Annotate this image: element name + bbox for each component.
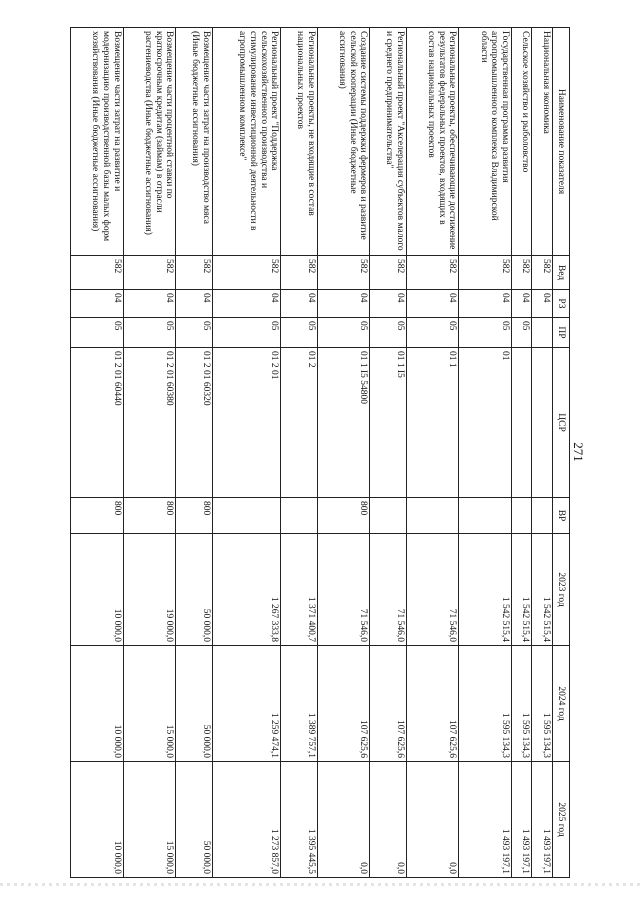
row-csr: 01 2 01 60380: [123, 348, 176, 498]
row-name: Региональные проекты, не входящие в состав национальных проектов: [281, 28, 318, 256]
row-2024: 1 259 474,1: [212, 646, 281, 762]
row-pr: 05: [370, 318, 407, 348]
row-rz: 04: [176, 290, 213, 318]
row-pr: 05: [511, 318, 532, 348]
row-2023: 1 371 400,7: [281, 534, 318, 646]
table-row: [459, 28, 512, 878]
row-csr: [511, 348, 532, 498]
row-2025: 1 493 197,1: [511, 762, 532, 878]
row-2025: 0,0: [406, 762, 459, 878]
row-vr: 800: [123, 498, 176, 534]
header-2023: 2023 год: [553, 534, 570, 646]
row-rz: 04: [511, 290, 532, 318]
row-2023: 1 267 333,8: [212, 534, 281, 646]
row-csr: 01: [459, 348, 512, 498]
row-2025: 1 395 445,5: [281, 762, 318, 878]
row-vr: [459, 498, 512, 534]
row-csr: 01 1 I5: [370, 348, 407, 498]
row-2025: 1 493 197,1: [532, 762, 553, 878]
row-rz: 04: [123, 290, 176, 318]
row-2023: 19 000,0: [123, 534, 176, 646]
row-pr: 05: [317, 318, 370, 348]
row-rz: 04: [459, 290, 512, 318]
row-ved: 582: [281, 256, 318, 290]
header-rz: РЗ: [553, 290, 570, 318]
row-rz: 04: [212, 290, 281, 318]
row-2025: 0,0: [317, 762, 370, 878]
table-row: [212, 28, 281, 878]
header-2024: 2024 год: [553, 646, 570, 762]
budget-table: [70, 27, 570, 878]
table-body: [71, 28, 553, 878]
row-name: Национальная экономика: [532, 28, 553, 256]
row-2025: 15 000,0: [123, 762, 176, 878]
row-csr: 01 2: [281, 348, 318, 498]
row-rz: 04: [370, 290, 407, 318]
row-ved: 582: [212, 256, 281, 290]
row-name: Региональные проекты, обеспечивающие достижение результатов федеральных проектов, входящих в состав национальных проектов: [406, 28, 459, 256]
table-row: [176, 28, 213, 878]
row-pr: 05: [123, 318, 176, 348]
row-2023: 1 542 515,4: [532, 534, 553, 646]
row-rz: 04: [71, 290, 124, 318]
row-2025: 0,0: [370, 762, 407, 878]
row-csr: [532, 348, 553, 498]
row-vr: 800: [71, 498, 124, 534]
row-name: Региональный проект "Поддержка сельскохозяйственного производства и стимулирование инвестиционной деятельности в агропромышленном комплексе": [212, 28, 281, 256]
row-pr: 05: [281, 318, 318, 348]
row-csr: 01 2 01: [212, 348, 281, 498]
row-2024: 1 389 757,1: [281, 646, 318, 762]
row-ved: 582: [370, 256, 407, 290]
row-csr: 01 1 I5 54800: [317, 348, 370, 498]
row-ved: 582: [317, 256, 370, 290]
row-pr: 05: [406, 318, 459, 348]
row-2025: 50 000,0: [176, 762, 213, 878]
rotated-page-content: [70, 27, 570, 877]
row-vr: [511, 498, 532, 534]
page-number: 271: [571, 442, 586, 462]
row-name: Региональный проект "Акселерация субъектов малого и среднего предпринимательства": [370, 28, 407, 256]
row-ved: 582: [176, 256, 213, 290]
row-2023: 1 542 515,4: [511, 534, 532, 646]
row-pr: 05: [459, 318, 512, 348]
row-name: Возмещение части затрат на развитие и модернизацию производственной базы малых форм хозяйствования (Иные бюджетные ассигнования): [71, 28, 124, 256]
row-2023: 71 546,0: [370, 534, 407, 646]
row-vr: [406, 498, 459, 534]
header-pr: ПР: [553, 318, 570, 348]
row-2023: 50 000,0: [176, 534, 213, 646]
header-csr: ЦСР: [553, 348, 570, 498]
row-2024: 1 595 134,3: [459, 646, 512, 762]
table-row: [71, 28, 124, 878]
row-name: Возмещение части затрат на производство мяса (Иные бюджетные ассигнования): [176, 28, 213, 256]
row-csr: 01 1: [406, 348, 459, 498]
row-vr: [212, 498, 281, 534]
row-ved: 582: [406, 256, 459, 290]
header-ved: Вед: [553, 256, 570, 290]
row-rz: 04: [281, 290, 318, 318]
row-ved: 582: [459, 256, 512, 290]
row-vr: 800: [176, 498, 213, 534]
table-row: [281, 28, 318, 878]
row-2024: 107 625,6: [370, 646, 407, 762]
table-row: [123, 28, 176, 878]
row-ved: 582: [123, 256, 176, 290]
row-2023: 71 546,0: [406, 534, 459, 646]
row-name: Возмещение части процентной ставки по краткосрочным кредитам (займам) в отрасли растениеводства (Иные бюджетные ассигнования): [123, 28, 176, 256]
row-2024: 1 595 134,3: [532, 646, 553, 762]
header-vr: ВР: [553, 498, 570, 534]
header-2025: 2025 год: [553, 762, 570, 878]
table-header-row: [553, 28, 570, 878]
row-2025: 10 000,0: [71, 762, 124, 878]
table-row: [370, 28, 407, 878]
row-2024: 107 625,6: [317, 646, 370, 762]
row-2025: 1 493 197,1: [459, 762, 512, 878]
row-rz: 04: [532, 290, 553, 318]
row-csr: 01 2 01 60320: [176, 348, 213, 498]
row-rz: 04: [317, 290, 370, 318]
row-ved: 582: [532, 256, 553, 290]
scan-noise: [0, 883, 640, 886]
row-ved: 582: [71, 256, 124, 290]
row-vr: [281, 498, 318, 534]
row-pr: 05: [71, 318, 124, 348]
row-ved: 582: [511, 256, 532, 290]
table-row: [317, 28, 370, 878]
row-name: Создание системы поддержки фермеров и развитие сельской кооперации (Иные бюджетные ассигнования): [317, 28, 370, 256]
row-2024: 10 000,0: [71, 646, 124, 762]
row-2025: 1 273 857,0: [212, 762, 281, 878]
row-vr: [370, 498, 407, 534]
row-2024: 50 000,0: [176, 646, 213, 762]
row-2023: 71 546,0: [317, 534, 370, 646]
table-row: [532, 28, 553, 878]
row-name: Сельское хозяйство и рыболовство: [511, 28, 532, 256]
table-row: [406, 28, 459, 878]
row-name: Государственная программа развития агропромышленного комплекса Владимирской области: [459, 28, 512, 256]
row-2023: 10 000,0: [71, 534, 124, 646]
row-2024: 107 625,6: [406, 646, 459, 762]
row-2024: 15 000,0: [123, 646, 176, 762]
row-2023: 1 542 515,4: [459, 534, 512, 646]
row-vr: 800: [317, 498, 370, 534]
row-pr: [532, 318, 553, 348]
row-pr: 05: [176, 318, 213, 348]
row-2024: 1 595 134,3: [511, 646, 532, 762]
header-name: Наименование показателя: [553, 28, 570, 256]
row-pr: 05: [212, 318, 281, 348]
row-csr: 01 2 01 60440: [71, 348, 124, 498]
table-row: [511, 28, 532, 878]
row-vr: [532, 498, 553, 534]
row-rz: 04: [406, 290, 459, 318]
